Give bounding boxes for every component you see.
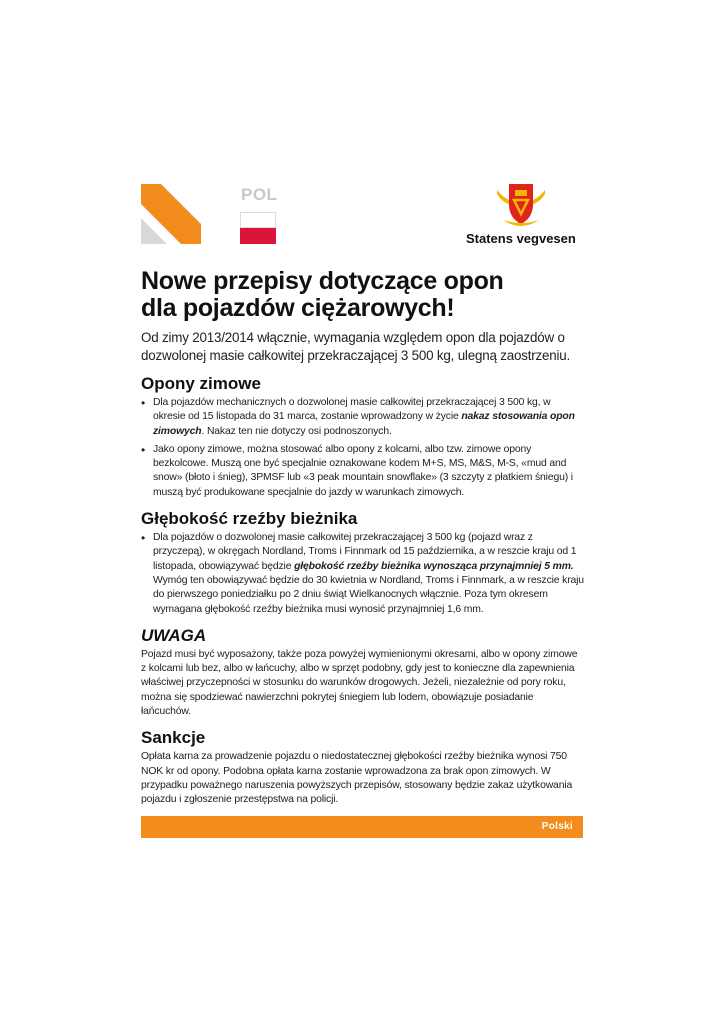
intro-paragraph: Od zimy 2013/2014 włącznie, wymagania względem opon dla pojazdów o dozwolonej masie całkowitej przekraczającej 3 500 kg, ulegną zaostrzeniu.: [141, 330, 571, 363]
flag-poland-icon: [240, 212, 276, 244]
list-item: • Dla pojazdów mechanicznych o dozwolonej masie całkowitej przekraczającej 3 500 kg, w okresie od 15 listopada do 31 marca, zostanie wprowadzony w życie nakaz stosowania opon zimowych. Nakaz ten nie dotyczy osi podnoszonych.: [141, 396, 585, 439]
language-code: POL: [241, 185, 278, 204]
sanctions-paragraph: Opłata karna za prowadzenie pojazdu o niedostatecznej głębokości rzeźby bieżnika wynosi 750 NOK kr od opony. Podobna opłata karna zostanie wprowadzona za brak opon zimowych. W przypadku poważnego naruszenia powyższych przepisów, stosowany będzie zakaz użytkowania pojazdu i zgłoszenie przestępstwa na policji.: [141, 751, 573, 806]
footer-bar: [141, 816, 583, 838]
coat-of-arms-icon: [495, 184, 547, 230]
logo-mark-icon: [141, 184, 201, 244]
footer-language-label: Polski: [541, 821, 573, 832]
list-item: • Dla pojazdów o dozwolonej masie całkowitej przekraczającej 3 500 kg (pojazd wraz z przyczepą), w okręgach Nordland, Troms i Finnmark od 15 października, a w reszcie kraju od 1 listopada, obowiązywać będzie głębokość rzeźby bieżnika wynosząca przynajmniej 5 mm. Wymóg ten obowiązywać będzie do 30 kwietnia w Nordland, Troms i Finnmark, a w reszcie kraju do pierwszego poniedziałku po 2 dniu świąt Wielkanocnych włącznie. Poza tym okresem wymagana głębokość rzeźby bieżnika musi wynosić przynajmniej 1,6 mm.: [141, 531, 585, 617]
title-line-1: Nowe przepisy dotyczące opon: [141, 267, 504, 295]
section-heading-warning: UWAGA: [141, 625, 207, 645]
document-body: [141, 268, 585, 808]
section-heading-winter-tyres: Opony zimowe: [141, 374, 261, 393]
section-heading-sanctions: Sankcje: [141, 728, 206, 748]
tread-depth-list: [141, 531, 585, 617]
agency-name: Statens vegvesen: [466, 231, 576, 246]
section-heading-tread-depth: Głębokość rzeźby bieżnika: [141, 509, 358, 529]
title-line-2: dla pojazdów ciężarowych!: [141, 294, 455, 322]
warning-paragraph: Pojazd musi być wyposażony, także poza powyżej wymienionymi okresami, albo w opony zimowe z kolcami lub bez, albo w łańcuchy, albo w sprzęt podobny, gdy jest to konieczne dla zapewnienia właściwej przyczepności w stosunku do warunków drogowych. Jeżeli, niezależnie od pory roku, można się spodziewać nawierzchni pokrytej śniegiem lub lodem, obowiązuje posiadanie łańcuchów.: [141, 648, 578, 718]
page-title: [141, 268, 585, 322]
list-item: • Jako opony zimowe, można stosować albo opony z kolcami, albo tzw. zimowe opony bezkolcowe. Muszą one być specjalnie oznakowane kodem M+S, MS, M&S, M-S, «mud and snow» (błoto i śnieg), 3PMSF lub «3 peak mountain snowflake» (3 szczyty z płatkiem śniegu) i muszą być produkowane specjalnie do jazdy w warunkach zimowych.: [141, 443, 585, 500]
winter-tyres-list: [141, 396, 585, 500]
